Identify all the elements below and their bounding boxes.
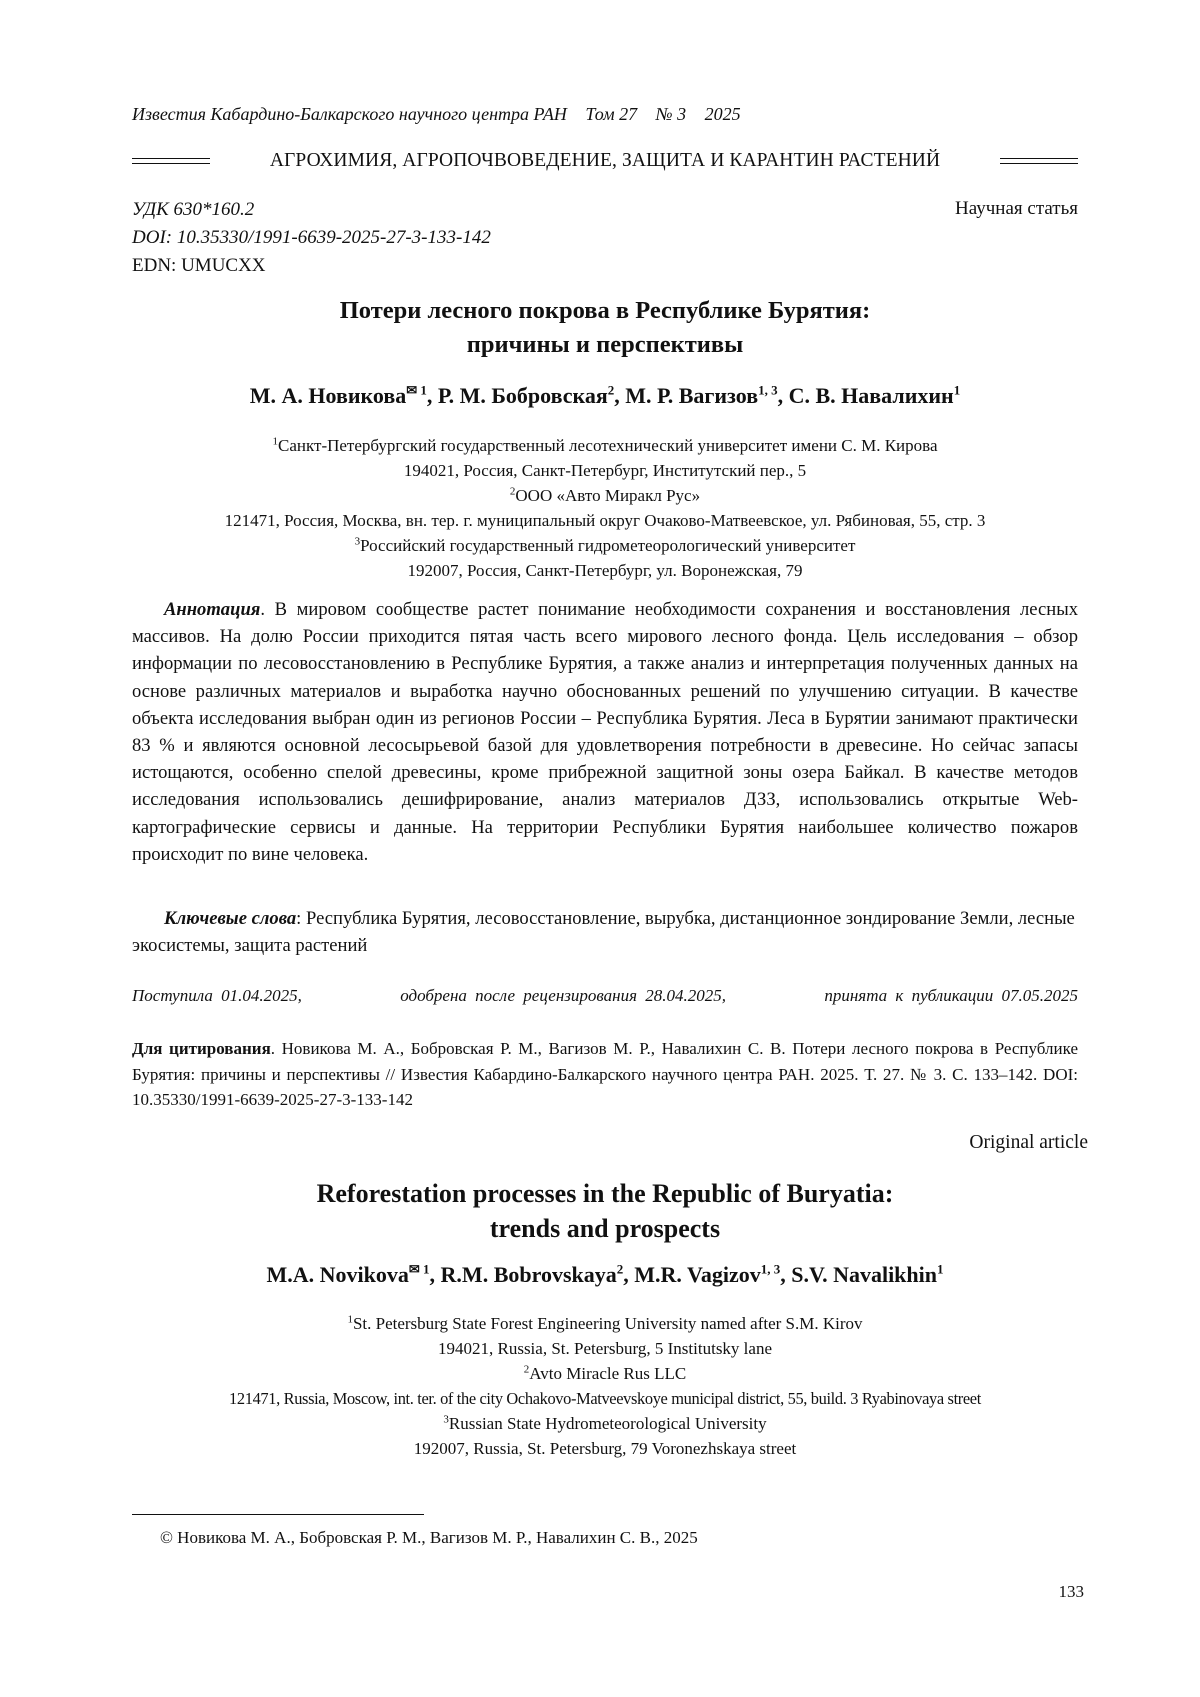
affiliation-name: 3Russian State Hydrometeorological University [132,1411,1078,1436]
journal-header [132,104,755,125]
doi: DOI: 10.35330/1991-6639-2025-27-3-133-142 [132,224,491,252]
title-en [132,1176,1078,1246]
date-accepted: принята к публикации 07.05.2025 [824,986,1078,1006]
affiliations-en [132,1311,1078,1461]
affiliation-address: 194021, Россия, Санкт-Петербург, Институтский пер., 5 [132,458,1078,483]
affiliation-name: 3Российский государственный гидрометеорологический университет [132,533,1078,558]
title-ru-line-2: причины и перспективы [132,328,1078,362]
citation-label: Для цитирования [132,1039,271,1058]
title-ru-line-1: Потери лесного покрова в Республике Бурятия: [132,294,1078,328]
author-name: M.A. Novikova [267,1262,409,1287]
udc-code: УДК 630*160.2 [132,196,491,224]
affiliation-address: 121471, Россия, Москва, вн. тер. г. муниципальный округ Очаково-Матвеевское, ул. Рябиновая, 55, стр. 3 [132,508,1078,533]
envelope-icon: ✉ [409,1262,420,1277]
author-name: R.M. Bobrovskaya [441,1262,617,1287]
date-received: Поступила 01.04.2025, [132,986,302,1006]
date-reviewed: одобрена после рецензирования 28.04.2025, [400,986,726,1006]
affiliation-address: 192007, Россия, Санкт-Петербург, ул. Воронежская, 79 [132,558,1078,583]
keywords [132,905,1078,959]
keywords-text: : Республика Бурятия, лесовосстановление, вырубка, дистанционное зондирование Земли, лесные экосистемы, защита растений [132,908,1075,956]
section-title: АГРОХИМИЯ, АГРОПОЧВОВЕДЕНИЕ, ЗАЩИТА И КАРАНТИН РАСТЕНИЙ [270,150,940,172]
author-name: Р. М. Бобровская [438,383,608,408]
journal-volume: Том 27 [585,104,637,124]
abstract [132,596,1078,868]
author-affiliation-mark: 2 [617,1262,624,1277]
envelope-icon: ✉ [406,383,417,398]
author-affiliation-mark: 1 [420,383,427,398]
article-identifiers [132,196,491,280]
title-ru [132,294,1078,362]
abstract-label: Аннотация [164,599,260,620]
author-name: S.V. Navalikhin [791,1262,937,1287]
title-en-line-2: trends and prospects [132,1211,1078,1246]
authors-ru: М. А. Новикова✉ 1, Р. М. Бобровская2, М. Р. Вагизов1, 3, С. В. Навалихин1 [132,383,1078,409]
affiliation-address: 192007, Russia, St. Petersburg, 79 Voronezhskaya street [132,1436,1078,1461]
authors-en: M.A. Novikova✉ 1, R.M. Bobrovskaya2, M.R. Vagizov1, 3, S.V. Navalikhin1 [132,1262,1078,1288]
footnote-divider [132,1514,424,1515]
article-type-en: Original article [969,1132,1088,1154]
page-number: 133 [1059,1582,1085,1602]
author-affiliation-mark: 1 [423,1262,430,1277]
edn: EDN: UMUCXX [132,252,491,280]
author-affiliation-mark: 1, 3 [758,383,778,398]
copyright-note: © Новикова М. А., Бобровская Р. М., Вагизов М. Р., Навалихин С. В., 2025 [160,1528,698,1548]
affiliation-address: 194021, Russia, St. Petersburg, 5 Institutsky lane [132,1336,1078,1361]
double-rule-left [132,158,210,164]
citation-text: . Новикова М. А., Бобровская Р. М., Вагизов М. Р., Навалихин С. В. Потери лесного покрова в Республике Бурятия: причины и перспективы // Известия Кабардино-Балкарского научного центра РАН. 2025. Т. 27. № 3. С. 133–142. DOI: 10.35330/1991-6639-2025-27-3-133-142 [132,1039,1078,1109]
article-type-ru: Научная статья [955,198,1078,220]
section-heading [132,150,1078,172]
journal-issue: № 3 [656,104,686,124]
affiliations-ru [132,433,1078,583]
affiliation-name: 1Санкт-Петербургский государственный лесотехнический университет имени С. М. Кирова [132,433,1078,458]
author-name: M.R. Vagizov [634,1262,761,1287]
author-name: М. Р. Вагизов [625,383,758,408]
author-affiliation-mark: 2 [608,383,615,398]
affiliation-address: 121471, Russia, Moscow, int. ter. of the city Ochakovo-Matveevskoye municipal district, 55, build. 3 Ryabinovaya street [132,1386,1078,1411]
author-name: М. А. Новикова [250,383,407,408]
title-en-line-1: Reforestation processes in the Republic of Buryatia: [132,1176,1078,1211]
citation [132,1036,1078,1113]
author-affiliation-mark: 1 [937,1262,944,1277]
author-affiliation-mark: 1, 3 [761,1262,781,1277]
keywords-label: Ключевые слова [164,908,296,929]
author-affiliation-mark: 1 [954,383,961,398]
publication-dates [132,986,1078,1006]
author-name: С. В. Навалихин [789,383,954,408]
affiliation-name: 1St. Petersburg State Forest Engineering University named after S.M. Kirov [132,1311,1078,1336]
abstract-text: . В мировом сообществе растет понимание необходимости сохранения и восстановления лесных массивов. На долю России приходится пятая часть всего мирового лесного фонда. Цель исследования – обзор информации по лесовосстановлению в Республике Бурятия, а также анализ и интерпретация полученных данных на основе различных материалов и выработка научно обоснованных решений по улучшению ситуации. В качестве объекта исследования выбран один из регионов России – Республика Бурятия. Леса в Бурятии занимают практически 83 % и являются основной лесосырьевой базой для удовлетворения потребности в древесине. Но сейчас запасы истощаются, особенно спелой древесины, кроме прибрежной защитной зоны озера Байкал. В качестве методов исследования использовались дешифрирование, анализ материалов ДЗЗ, использовались открытые Web-картографические сервисы и данные. На территории Республики Бурятия наибольшее количество пожаров происходит по вине человека. [132,599,1078,865]
affiliation-name: 2ООО «Авто Миракл Рус» [132,483,1078,508]
double-rule-right [1000,158,1078,164]
journal-name: Известия Кабардино-Балкарского научного центра РАН [132,104,567,124]
journal-year: 2025 [705,104,741,124]
affiliation-name: 2Avto Miracle Rus LLC [132,1361,1078,1386]
